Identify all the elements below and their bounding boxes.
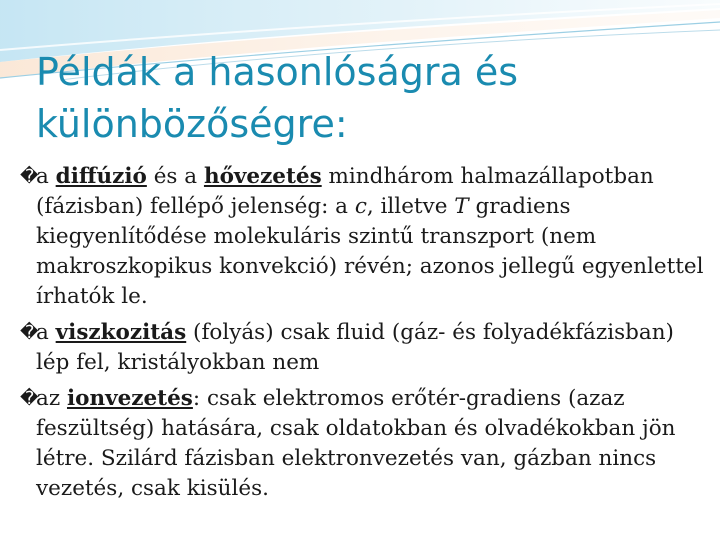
bullet-text: a (36, 164, 56, 189)
term-viscosity: viszkozitás (55, 320, 187, 345)
bullet-text: az (36, 386, 67, 411)
term-heat-conduction: hővezetés (203, 164, 322, 189)
bullet-text: gradiens kiegyenlítődése molekuláris szintű transzport (nem makroszkopikus konvekció) révén; azonos jellegű egyenlettel írhatók le. (36, 194, 704, 309)
bullet-text: , illetve (366, 194, 455, 219)
term-diffusion: diffúzió (55, 164, 147, 189)
bullet-text: mindhárom halmazállapotban (fázisban) fellépő jelenség: a (36, 164, 654, 219)
bullet-text: a (36, 320, 56, 345)
variable-c: c (354, 194, 367, 219)
bullet-list (20, 162, 710, 510)
slide-title: Példák a hasonlóságra és különbözőségre: (36, 50, 519, 146)
bullet-item-diffusion (20, 162, 710, 312)
bullet-marker: � (20, 166, 39, 187)
bullet-marker: � (20, 388, 39, 409)
bullet-item-ion-conduction (20, 384, 710, 504)
term-ion-conduction: ionvezetés (66, 386, 193, 411)
bullet-text: és a (146, 164, 204, 189)
variable-t: T (454, 194, 469, 219)
bullet-item-viscosity (20, 318, 710, 378)
bullet-text: (folyás) csak fluid (gáz- és folyadékfázisban) lép fel, kristályokban nem (36, 320, 674, 375)
bullet-marker: � (20, 322, 39, 343)
bullet-text: : csak elektromos erőtér-gradiens (azaz feszültség) hatására, csak oldatokban és olvadékokban jön létre. Szilárd fázisban elektronvezetés van, gázban nincs vezetés, csak kisülés. (36, 386, 676, 501)
